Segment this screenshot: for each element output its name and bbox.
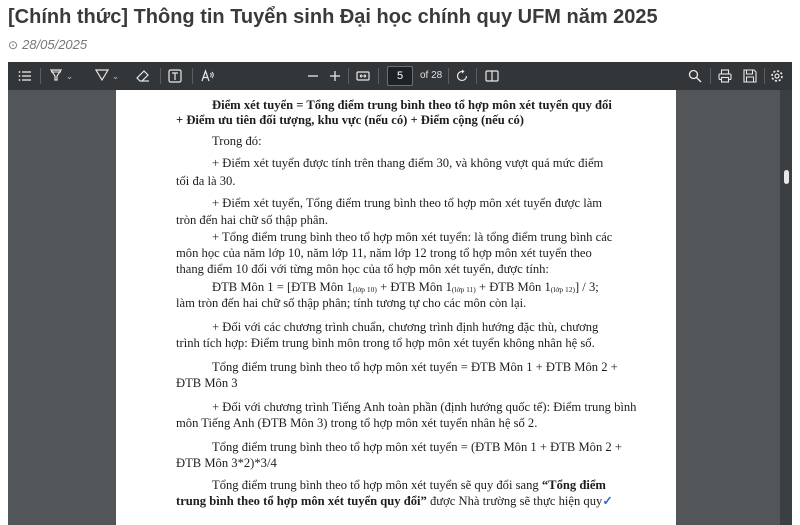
rotate-icon[interactable] xyxy=(452,65,472,87)
para4-line-1: + Đối với các chương trình chuẩn, chương trình định hướng đặc thù, chương xyxy=(212,320,599,334)
para5-line-2: ĐTB Môn 3 xyxy=(176,376,238,390)
formula-title-line-1: Điểm xét tuyển = Tổng điểm trung bình theo tổ hợp môn xét tuyển quy đổi xyxy=(212,98,612,112)
para8-line-1-bold: “Tổng điểm xyxy=(541,478,606,492)
para3-line-5: làm tròn đến hai chữ số thập phân; tính tương tự cho các môn còn lại. xyxy=(176,296,527,310)
para6-line-2: môn Tiếng Anh (ĐTB Môn 3) trong tổ hợp môn xét tuyển nhân hệ số 2. xyxy=(176,416,538,430)
para1-line-2: tối đa là 30. xyxy=(176,174,236,188)
zoom-in-icon[interactable] xyxy=(326,65,344,87)
para3-line-2: môn học của năm lớp 10, năm lớp 11, năm lớp 12 trong tổ hợp môn xét tuyển theo xyxy=(176,246,592,260)
chevron-down-icon: ⌄ xyxy=(65,70,74,81)
settings-icon[interactable] xyxy=(768,65,786,87)
formula-part-d: ] / 3; xyxy=(574,280,599,294)
print-icon[interactable] xyxy=(716,65,734,87)
para3-line-3: thang điểm 10 đối với từng môn học của tổ hợp môn xét tuyển, được tính: xyxy=(176,262,549,276)
formula-title-line-2: + Điểm ưu tiên đối tượng, khu vực (nếu có) + Điểm cộng (nếu có) xyxy=(176,113,524,127)
draw-icon xyxy=(95,68,109,85)
dtb-formula-line xyxy=(212,280,652,297)
pdf-toolbar xyxy=(8,62,792,90)
para8-line-2-plain: được Nhà trường sẽ thực hiện quy xyxy=(426,494,603,508)
para8-line-1 xyxy=(212,478,652,493)
para2-line-1: + Điểm xét tuyển, Tổng điểm trung bình theo tổ hợp môn xét tuyển được làm xyxy=(212,196,603,210)
highlight-button[interactable] xyxy=(46,65,76,87)
formula-sub-12: (lớp 12) xyxy=(550,285,575,294)
pdf-viewer xyxy=(8,62,792,525)
list-icon[interactable] xyxy=(16,65,34,87)
article-date xyxy=(8,37,87,52)
vertical-scrollbar[interactable] xyxy=(780,90,792,525)
highlight-icon xyxy=(49,68,63,85)
formula-part-a: ĐTB Môn 1 = [ĐTB Môn 1 xyxy=(212,280,353,294)
para6-line-1: + Đối với chương trình Tiếng Anh toàn phần (định hướng quốc tế): Điểm trung bình xyxy=(212,400,637,414)
para3-line-1: + Tổng điểm trung bình theo tổ hợp môn xét tuyển: là tổng điểm trung bình các xyxy=(212,230,613,244)
page-total-label: of 28 xyxy=(420,70,443,81)
formula-sub-10: (lớp 10) xyxy=(352,285,377,294)
eraser-icon[interactable] xyxy=(134,65,152,87)
formula-part-b: + ĐTB Môn 1 xyxy=(376,280,452,294)
draw-button[interactable] xyxy=(92,65,122,87)
para8-line-2-bold: trung bình theo tổ hợp môn xét tuyển quy đổi” xyxy=(176,494,427,508)
formula-part-c: + ĐTB Môn 1 xyxy=(475,280,551,294)
clock-icon: ⊙ xyxy=(8,37,19,52)
para2-line-2: tròn đến hai chữ số thập phân. xyxy=(176,213,328,227)
text-box-icon[interactable] xyxy=(166,65,184,87)
save-icon[interactable] xyxy=(741,65,759,87)
checkmark-icon: ✓ xyxy=(602,494,613,508)
pdf-page xyxy=(116,90,676,525)
trong-do-label: Trong đó: xyxy=(212,134,262,148)
fit-page-icon[interactable] xyxy=(353,65,373,87)
search-icon[interactable] xyxy=(686,65,704,87)
para7-line-1: Tổng điểm trung bình theo tổ hợp môn xét tuyển = (ĐTB Môn 1 + ĐTB Môn 2 + xyxy=(212,440,622,454)
chevron-down-icon: ⌄ xyxy=(111,70,120,81)
scrollbar-thumb[interactable] xyxy=(784,170,789,184)
para7-line-2: ĐTB Môn 3*2)*3/4 xyxy=(176,456,277,470)
document-scroll-area[interactable] xyxy=(8,90,792,525)
article-title: [Chính thức] Thông tin Tuyển sinh Đại học chính quy UFM năm 2025 xyxy=(8,6,658,28)
para1-line-1: + Điểm xét tuyển được tính trên thang điểm 30, và không vượt quá mức điểm xyxy=(212,156,604,170)
page-number-input[interactable]: 5 xyxy=(387,66,413,86)
formula-sub-11: (lớp 11) xyxy=(451,285,476,294)
two-page-icon[interactable] xyxy=(482,65,502,87)
para8-line-2 xyxy=(176,494,646,509)
zoom-out-icon[interactable] xyxy=(304,65,322,87)
read-aloud-icon[interactable] xyxy=(198,65,218,87)
para8-line-1-plain: Tổng điểm trung bình theo tổ hợp môn xét tuyển sẽ quy đổi sang xyxy=(212,478,542,492)
para4-line-2: trình tích hợp: Điểm trung bình môn trong tổ hợp môn xét tuyển không nhân hệ số. xyxy=(176,336,595,350)
para5-line-1: Tổng điểm trung bình theo tổ hợp môn xét tuyển = ĐTB Môn 1 + ĐTB Môn 2 + xyxy=(212,360,618,374)
article-date-text: 28/05/2025 xyxy=(22,37,88,52)
